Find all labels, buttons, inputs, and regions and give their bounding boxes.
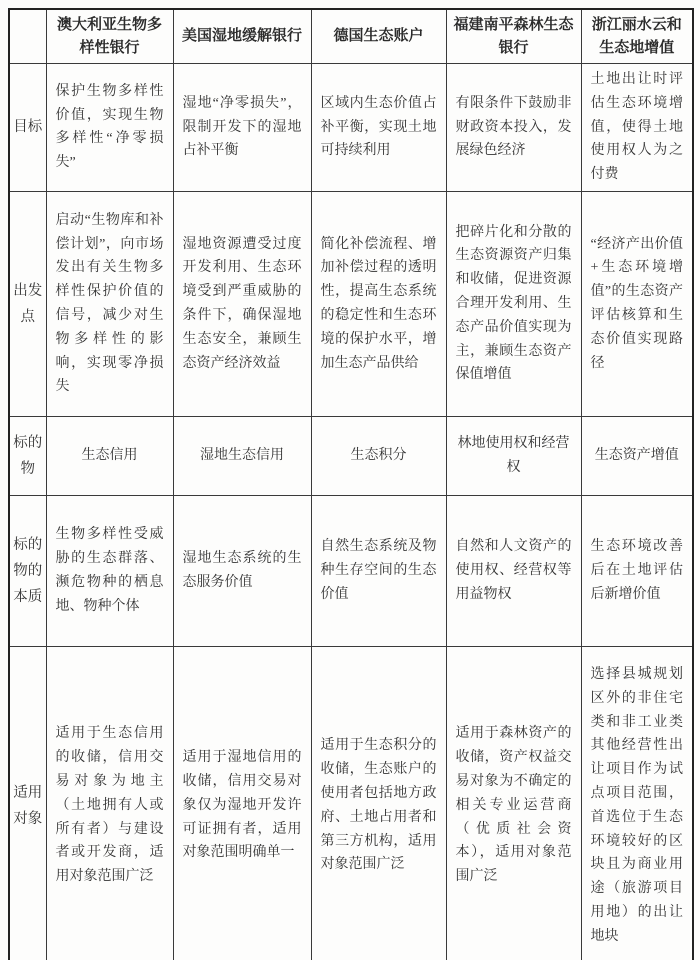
table-row-subject [9,416,693,495]
table-cell: 生态环境改善后在土地评估后新增价值 [581,495,693,646]
column-header-zhejiang: 浙江丽水云和生态地增值 [581,9,693,64]
table-cell: 启动“生物库和补偿计划”，向市场发出有关生物多样性保护价值的信号，减少对生物多样性的影响，实现零净损失 [46,191,173,416]
table-cell: 生态信用 [46,416,173,495]
row-label-essence: 标的物的本质 [9,495,46,646]
table-cell: 保护生物多样性价值，实现生物多样性“净零损失” [46,64,173,192]
eco-bank-comparison-table [8,8,694,960]
table-cell: 适用于生态积分的收储，生态账户的使用者包括地方政府、土地占用者和第三方机构，适用对象范围广泛 [311,646,446,960]
table-cell: 生物多样性受威胁的生态群落、濒危物种的栖息地、物种个体 [46,495,173,646]
column-header-germany: 德国生态账户 [311,9,446,64]
table-cell: 选择县城规划区外的非住宅类和非工业类其他经营性出让项目作为试点项目范围，首选位于生态环境较好的区块且为商业用途（旅游项目用地）的出让地块 [581,646,693,960]
table-row-scope [9,646,693,960]
table-cell: 生态资产增值 [581,416,693,495]
table-cell: 适用于生态信用的收储，信用交易对象为地主（土地拥有人或所有者）与建设者或开发商，适用对象范围广泛 [46,646,173,960]
table-row-goal [9,64,693,192]
corner-cell [9,9,46,64]
row-label-origin: 出发点 [9,191,46,416]
table-cell: 湿地生态信用 [173,416,311,495]
column-header-fujian: 福建南平森林生态银行 [446,9,581,64]
table-cell: “经济产出价值+生态环境增值”的生态资产评估核算和生态价值实现路径 [581,191,693,416]
table-cell: 自然和人文资产的使用权、经营权等用益物权 [446,495,581,646]
table-cell: 有限条件下鼓励非财政资本投入，发展绿色经济 [446,64,581,192]
table-cell: 林地使用权和经营权 [446,416,581,495]
row-label-goal: 目标 [9,64,46,192]
row-label-scope: 适用对象 [9,646,46,960]
table-row-essence [9,495,693,646]
table-cell: 适用于湿地信用的收储，信用交易对象仅为湿地开发许可证拥有者，适用对象范围明确单一 [173,646,311,960]
table-cell: 湿地“净零损失”，限制开发下的湿地占补平衡 [173,64,311,192]
row-label-subject: 标的物 [9,416,46,495]
table-cell: 土地出让时评估生态环境增值，使得土地使用权人为之付费 [581,64,693,192]
table-cell: 生态积分 [311,416,446,495]
table-cell: 自然生态系统及物种生存空间的生态价值 [311,495,446,646]
table-cell: 把碎片化和分散的生态资源资产归集和收储，促进资源合理开发利用、生态产品价值实现为主，兼顾生态资产保值增值 [446,191,581,416]
column-header-australia: 澳大利亚生物多样性银行 [46,9,173,64]
table-cell: 适用于森林资产的收储，资产权益交易对象为不确定的相关专业运营商（优质社会资本），适用对象范围广泛 [446,646,581,960]
table-row-origin [9,191,693,416]
table-cell: 湿地资源遭受过度开发利用、生态环境受到严重威胁的条件下，确保湿地生态安全，兼顾生态资产经济效益 [173,191,311,416]
table-cell: 湿地生态系统的生态服务价值 [173,495,311,646]
table-cell: 简化补偿流程、增加补偿过程的透明性，提高生态系统的稳定性和生态环境的保护水平，增加生态产品供给 [311,191,446,416]
table-cell: 区域内生态价值占补平衡，实现土地可持续利用 [311,64,446,192]
header-row [9,9,693,64]
column-header-us-wetland: 美国湿地缓解银行 [173,9,311,64]
